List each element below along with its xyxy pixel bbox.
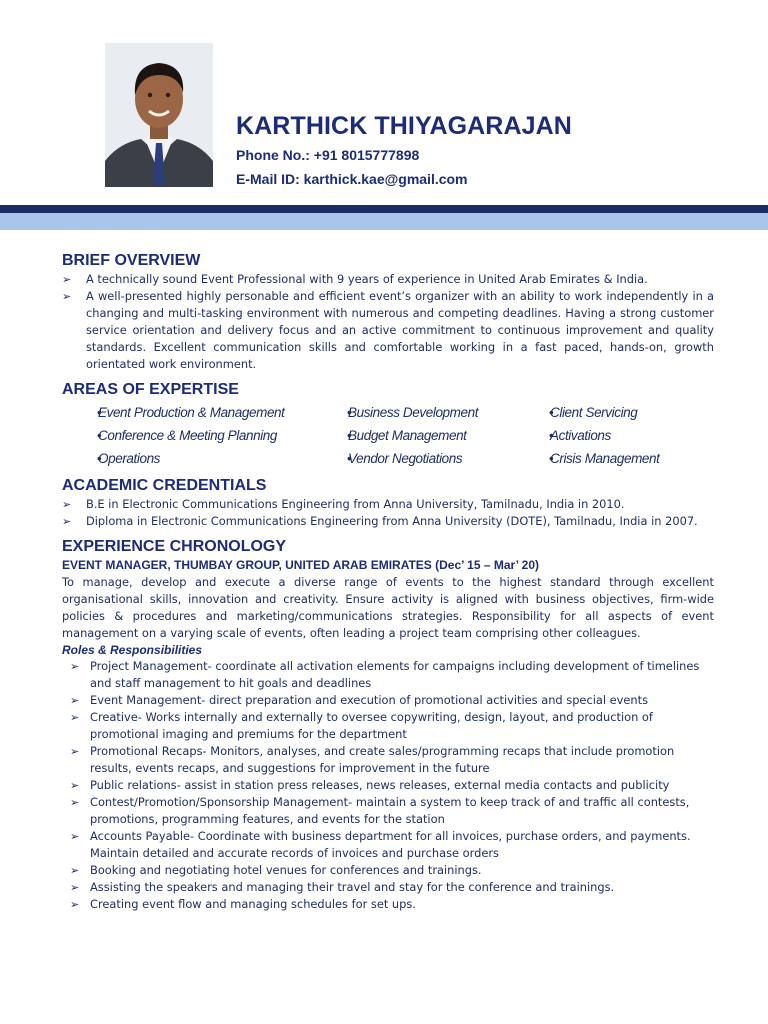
email-address: E-Mail ID: karthick.kae@gmail.com — [236, 171, 468, 187]
arrow-bullet-icon: ➢ — [70, 745, 80, 758]
academic-list — [62, 496, 714, 530]
expertise-item: • Budget Management — [312, 426, 514, 445]
resume-body — [62, 251, 714, 913]
arrow-bullet-icon: ➢ — [70, 711, 80, 724]
section-heading-overview: BRIEF OVERVIEW — [62, 252, 201, 269]
roles-label: Roles & Responsibilities — [62, 643, 203, 657]
list-item: ➢ B.E in Electronic Communications Engineering from Anna University, Tamilnadu, India in 2010. — [62, 497, 625, 511]
list-item: ➢ Public relations- assist in station press releases, news releases, external media contacts and publicity — [70, 778, 670, 792]
arrow-bullet-icon: ➢ — [70, 864, 80, 877]
arrow-bullet-icon: ➢ — [62, 515, 72, 528]
expertise-item: • Operations — [62, 449, 312, 468]
job-title: EVENT MANAGER, THUMBAY GROUP, UNITED ARAB EMIRATES (Dec’ 15 – Mar’ 20) — [62, 558, 539, 572]
arrow-bullet-icon: ➢ — [62, 273, 72, 286]
arrow-bullet-icon: ➢ — [62, 498, 72, 511]
header-divider-dark — [0, 205, 768, 213]
list-item: ➢ Creating event flow and managing schedules for set ups. — [70, 897, 416, 911]
expertise-item: • Business Development — [312, 403, 514, 422]
expertise-item: • Crisis Management — [514, 449, 714, 468]
list-item: ➢ A technically sound Event Professional with 9 years of experience in United Arab Emirates & India. — [62, 272, 648, 286]
list-item: ➢ Event Management- direct preparation and execution of promotional activities and special events — [70, 693, 649, 707]
profile-photo — [105, 43, 213, 187]
arrow-bullet-icon: ➢ — [70, 830, 80, 843]
arrow-bullet-icon: ➢ — [70, 779, 80, 792]
arrow-bullet-icon: ➢ — [70, 660, 80, 673]
list-item: ➢ Creative- Works internally and externally to oversee copywriting, design, layout, and production of promotional imaging and premiums for the department — [70, 710, 653, 741]
arrow-bullet-icon: ➢ — [70, 881, 80, 894]
job-summary: To manage, develop and execute a diverse range of events to the highest standard through excellent organisational skills, innovation and creativity. Ensure activity is aligned with business objectives, firm-wide policies & procedures and marketing/communications strategies. Responsibility for all aspects of event management on a varying scale of events, often leading a project team comprising other colleagues. — [62, 575, 714, 640]
list-item: ➢ A well-presented highly personable and efficient event’s organizer with an ability to work independently in a changing and multi-tasking environment with numerous and competing deadlines. Having a strong customer service orientation and delivery focus and an active commitment to continuous improvement and quality standards. Excellent communication skills and comfortable working in a fast paced, hands-on, growth orientated work environment. — [62, 289, 714, 371]
candidate-name: KARTHICK THIYAGARAJAN — [236, 112, 572, 140]
expertise-item: • Event Production & Management — [62, 403, 312, 422]
section-heading-experience: EXPERIENCE CHRONOLOGY — [62, 538, 287, 555]
list-item: ➢ Contest/Promotion/Sponsorship Management- maintain a system to keep track of and traffic all contests, promotions, programming features, and events for the station — [70, 795, 690, 826]
list-item: ➢ Diploma in Electronic Communications Engineering from Anna University (DOTE), Tamilnadu, India in 2007. — [62, 514, 698, 528]
arrow-bullet-icon: ➢ — [62, 290, 72, 303]
arrow-bullet-icon: ➢ — [70, 898, 80, 911]
arrow-bullet-icon: ➢ — [70, 796, 80, 809]
overview-list — [62, 271, 714, 373]
expertise-item: • Vendor Negotiations — [312, 449, 514, 468]
expertise-item: • Client Servicing — [514, 403, 714, 422]
expertise-item: • Activations — [514, 426, 714, 445]
expertise-grid — [62, 403, 714, 468]
phone-number: Phone No.: +91 8015777898 — [236, 147, 420, 163]
expertise-item: • Conference & Meeting Planning — [62, 426, 312, 445]
section-heading-expertise: AREAS OF EXPERTISE — [62, 381, 239, 398]
section-heading-academic: ACADEMIC CREDENTIALS — [62, 477, 267, 494]
roles-list — [62, 658, 714, 913]
list-item: ➢ Assisting the speakers and managing their travel and stay for the conference and trainings. — [70, 880, 615, 894]
list-item: ➢ Booking and negotiating hotel venues for conferences and trainings. — [70, 863, 482, 877]
arrow-bullet-icon: ➢ — [70, 694, 80, 707]
list-item: ➢ Project Management- coordinate all activation elements for campaigns including development of timelines and staff management to hit goals and deadlines — [70, 659, 700, 690]
header-divider-light — [0, 213, 768, 230]
list-item: ➢ Accounts Payable- Coordinate with business department for all invoices, purchase orders, and payments. Maintain detailed and accurate records of invoices and purchase orders — [70, 829, 691, 860]
list-item: ➢ Promotional Recaps- Monitors, analyses, and create sales/programming recaps that include promotion results, events recaps, and suggestions for improvement in the future — [70, 744, 675, 775]
